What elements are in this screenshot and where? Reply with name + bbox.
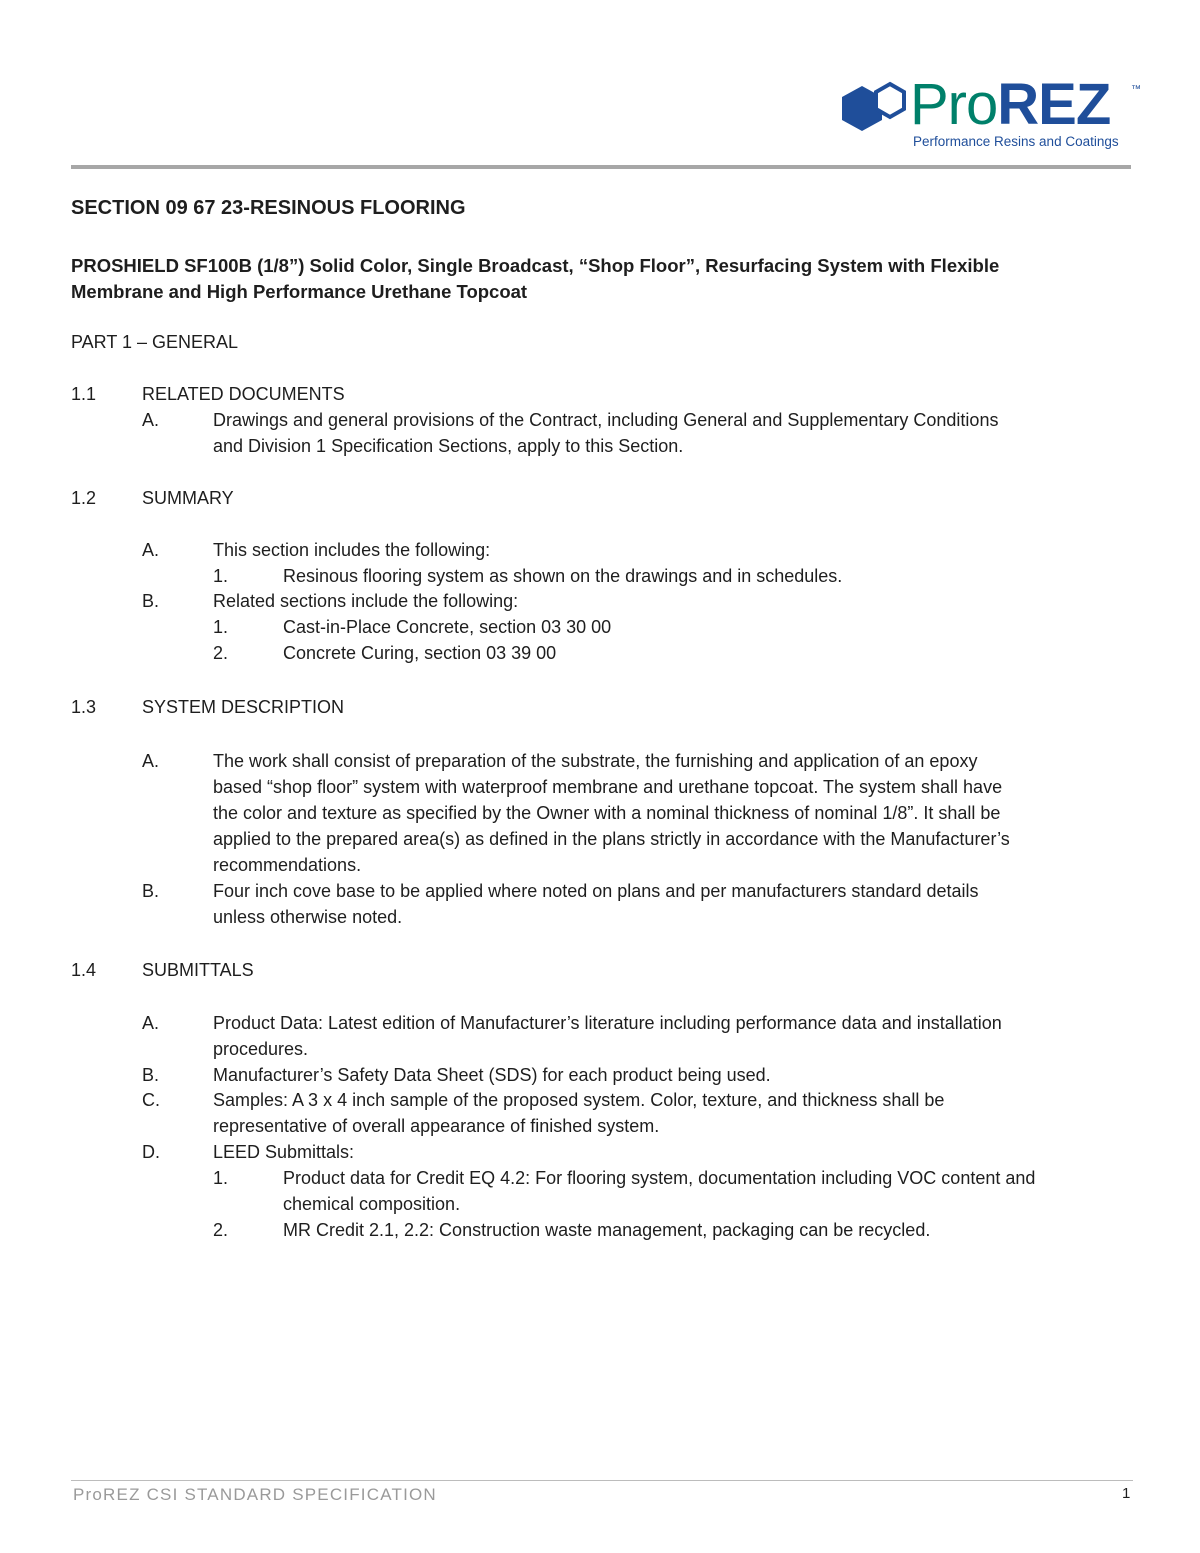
spec-item-text: chemical composition. [283, 1194, 461, 1214]
spec-item-text: Drawings and general provisions of the Contract, including General and Supplementary Conditions [213, 410, 999, 430]
spec-item-text: based “shop floor” system with waterproof membrane and urethane topcoat. The system shall have [213, 777, 1003, 797]
trademark-symbol: ™ [1131, 84, 1141, 95]
footer-divider [71, 1480, 1133, 1481]
spec-article-heading: SYSTEM DESCRIPTION [142, 697, 345, 717]
spec-item-text: applied to the prepared area(s) as defined in the plans strictly in accordance with the Manufacturer’s [213, 829, 1010, 849]
spec-item-text: Cast-in-Place Concrete, section 03 30 00 [283, 617, 612, 637]
spec-item-text: Product Data: Latest edition of Manufacturer’s literature including performance data and installation [213, 1013, 1002, 1033]
spec-item-number: B. [142, 591, 160, 611]
spec-item-text: Resinous flooring system as shown on the drawings and in schedules. [283, 566, 843, 586]
spec-item-number: 1. [213, 617, 229, 637]
spec-item-text: unless otherwise noted. [213, 907, 403, 927]
spec-item-text: Four inch cove base to be applied where noted on plans and per manufacturers standard details [213, 881, 979, 901]
spec-item-number: A. [142, 410, 160, 430]
logo-wordmark [910, 70, 1110, 140]
spec-item-number: 1. [213, 566, 229, 586]
spec-item-number: 2. [213, 643, 229, 663]
spec-article-heading: SUBMITTALS [142, 960, 254, 980]
header-divider [71, 165, 1131, 169]
spec-item-number: A. [142, 1013, 160, 1033]
spec-item-number: B. [142, 1065, 160, 1085]
section-title: SECTION 09 67 23-RESINOUS FLOORING [71, 197, 466, 219]
logo-tagline: Performance Resins and Coatings [913, 134, 1119, 149]
spec-item-number: 1.2 [71, 488, 97, 508]
footer-text: ProREZ CSI STANDARD SPECIFICATION [73, 1485, 437, 1504]
part-heading: PART 1 – GENERAL [71, 332, 239, 352]
spec-item-number: A. [142, 751, 160, 771]
spec-item-text: Concrete Curing, section 03 39 00 [283, 643, 557, 663]
spec-item-text: recommendations. [213, 855, 362, 875]
spec-item-number: C. [142, 1090, 160, 1110]
spec-item-text: Samples: A 3 x 4 inch sample of the proposed system. Color, texture, and thickness shall be [213, 1090, 945, 1110]
spec-item-number: 2. [213, 1220, 229, 1240]
spec-item-number: D. [142, 1142, 160, 1162]
spec-item-text: Manufacturer’s Safety Data Sheet (SDS) for each product being used. [213, 1065, 771, 1085]
prorez-logo [838, 72, 1148, 154]
hexagon-logo-icon [838, 80, 910, 136]
spec-item-text: Product data for Credit EQ 4.2: For flooring system, documentation including VOC content and [283, 1168, 1036, 1188]
spec-item-number: 1.3 [71, 697, 97, 717]
spec-item-number: 1.1 [71, 384, 97, 404]
spec-item-number: A. [142, 540, 160, 560]
spec-item-number: 1.4 [71, 960, 97, 980]
spec-item-text: procedures. [213, 1039, 309, 1059]
spec-article-heading: SUMMARY [142, 488, 234, 508]
logo-rez: REZ [997, 72, 1111, 137]
spec-item-text: The work shall consist of preparation of the substrate, the furnishing and application of an epoxy [213, 751, 978, 771]
page-number: 1 [1122, 1485, 1131, 1502]
spec-item-text: Related sections include the following: [213, 591, 519, 611]
spec-article-heading: RELATED DOCUMENTS [142, 384, 345, 404]
spec-item-number: 1. [213, 1168, 229, 1188]
logo-pro: Pro [910, 72, 998, 137]
spec-item-text: the color and texture as specified by the Owner with a nominal thickness of nominal 1/8”. It shall be [213, 803, 1001, 823]
system-title: PROSHIELD SF100B (1/8”) Solid Color, Single Broadcast, “Shop Floor”, Resurfacing System with Flexible Membrane and High Performance Urethane Topcoat [71, 255, 1000, 302]
spec-item-text: This section includes the following: [213, 540, 491, 560]
spec-item-text: MR Credit 2.1, 2.2: Construction waste management, packaging can be recycled. [283, 1220, 931, 1240]
spec-item-text: and Division 1 Specification Sections, apply to this Section. [213, 436, 684, 456]
spec-item-text: LEED Submittals: [213, 1142, 355, 1162]
spec-item-text: representative of overall appearance of finished system. [213, 1116, 660, 1136]
spec-item-number: B. [142, 881, 160, 901]
